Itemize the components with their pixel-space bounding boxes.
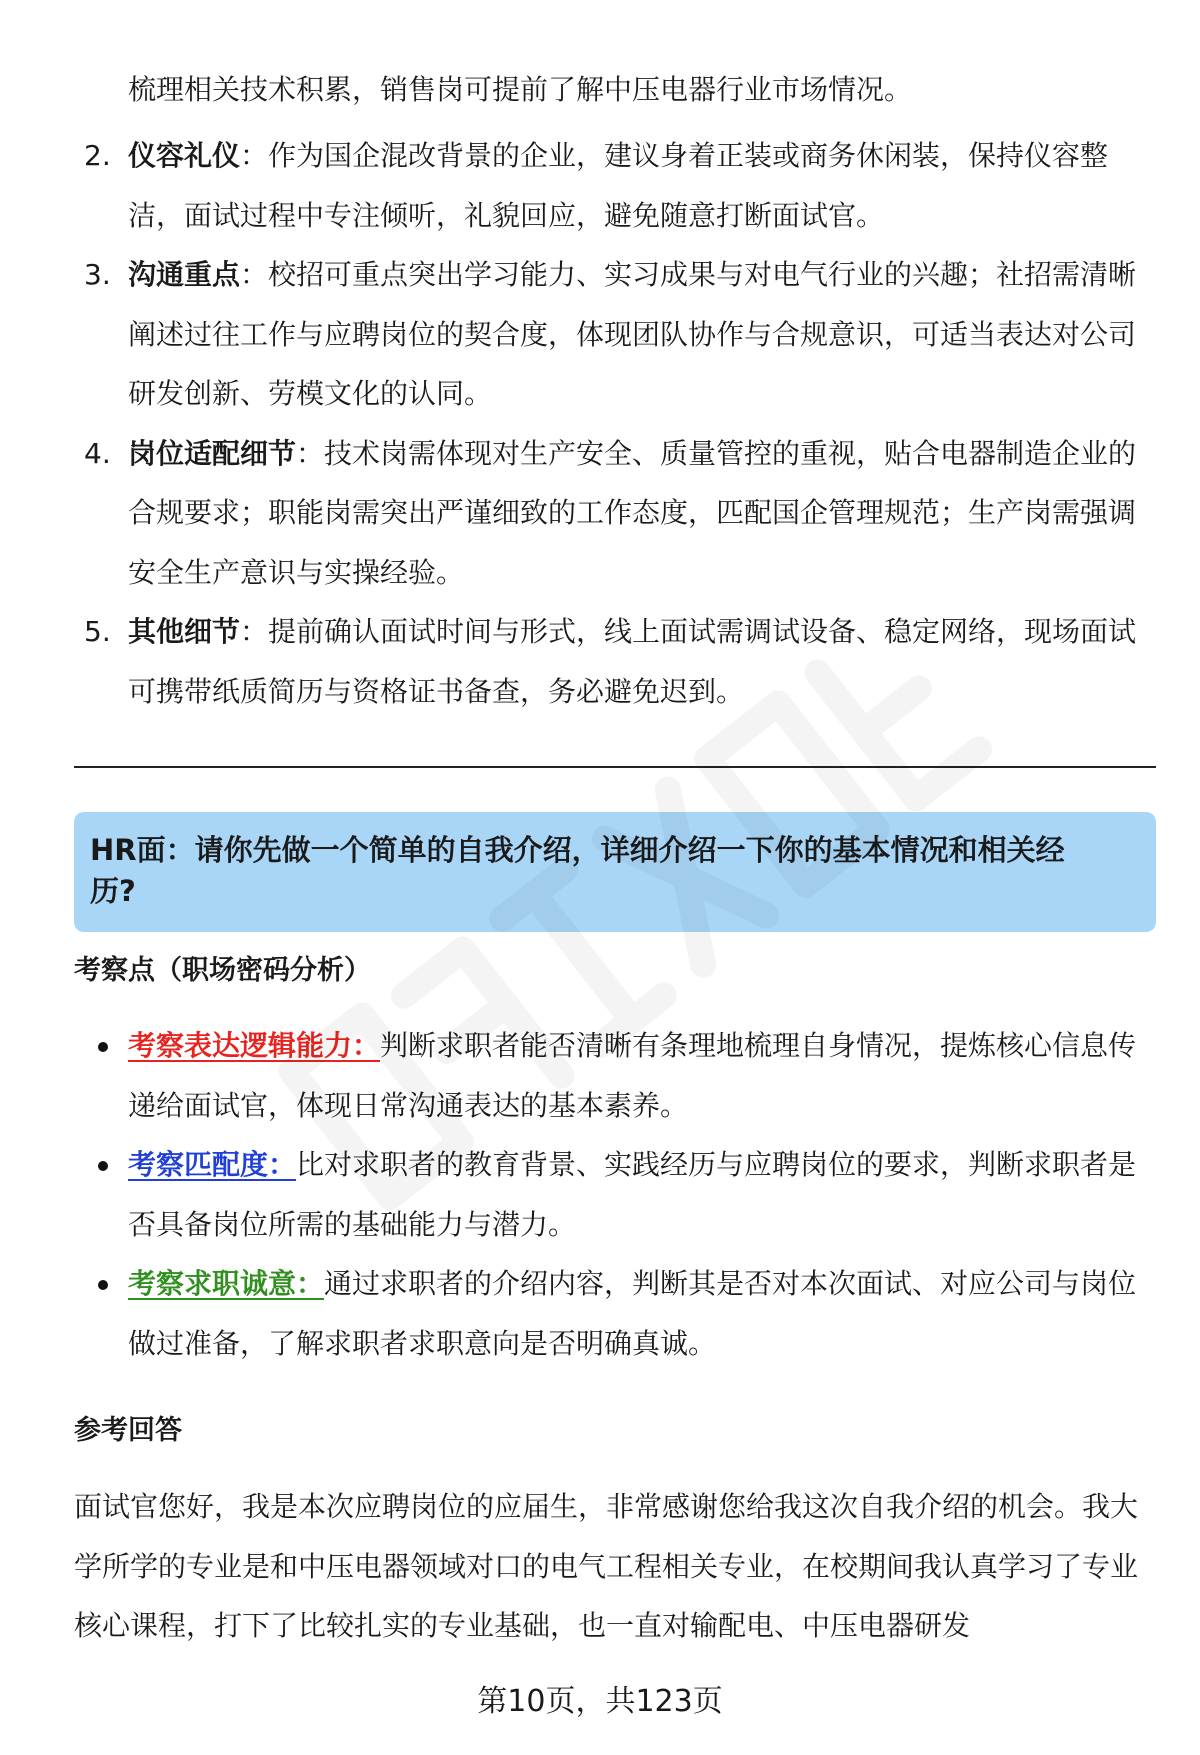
item-text: ：技术岗需体现对生产安全、质量管控的重视，贴合电器制造企业的合规要求；职能岗需突出严谨细致的工作态度，匹配国企管理规范；生产岗需强调安全生产意识与实操经验。 — [128, 436, 1137, 589]
point-keyword: 考察表达逻辑能力： — [128, 1029, 381, 1062]
item-title: 仪容礼仪 — [128, 139, 241, 172]
item-number: 4. — [84, 436, 111, 470]
list-item — [74, 126, 1144, 245]
item-number: 3. — [84, 258, 111, 291]
continued-paragraph: 梳理相关技术积累，销售岗可提前了解中压电器行业市场情况。 — [128, 73, 913, 106]
item-text: ：作为国企混改背景的企业，建议身着正装或商务休闲装，保持仪容整洁，面试过程中专注倾听，礼貌回应，避免随意打断面试官。 — [128, 139, 1109, 232]
list-item — [74, 602, 1144, 721]
question-line-1: HR面：请你先做一个简单的自我介绍，详细介绍一下你的基本情况和相关经 — [90, 833, 1065, 867]
point-keyword: 考察求职诚意： — [128, 1267, 325, 1300]
points-heading: 考察点（职场密码分析） — [74, 955, 371, 986]
list-item — [74, 1135, 1144, 1254]
point-text: 比对求职者的教育背景、实践经历与应聘岗位的要求，判断求职者是否具备岗位所需的基础能力与潜力。 — [128, 1148, 1137, 1241]
tips-list — [74, 126, 1144, 721]
point-text: 判断求职者能否清晰有条理地梳理自身情况，提炼核心信息传递给面试官，体现日常沟通表达的基本素养。 — [128, 1029, 1137, 1122]
bullet-icon — [98, 1161, 108, 1171]
item-text: ：提前确认面试时间与形式，线上面试需调试设备、稳定网络，现场面试可携带纸质简历与资格证书备查，务必避免迟到。 — [128, 615, 1137, 708]
section-divider — [74, 766, 1156, 768]
list-item — [74, 1016, 1144, 1135]
item-number: 2. — [84, 139, 111, 172]
list-item — [74, 1254, 1144, 1373]
answer-heading: 参考回答 — [74, 1415, 182, 1446]
list-item — [74, 245, 1144, 424]
point-keyword: 考察匹配度： — [128, 1148, 297, 1181]
item-title: 其他细节 — [128, 615, 241, 648]
question-line-2: 历? — [90, 874, 136, 908]
item-number: 5. — [84, 615, 111, 648]
point-text: 通过求职者的介绍内容，判断其是否对本次面试、对应公司与岗位做过准备，了解求职者求职意向是否明确真诚。 — [128, 1267, 1137, 1360]
list-item — [74, 424, 1144, 603]
item-title: 沟通重点 — [128, 258, 241, 291]
bullet-icon — [98, 1042, 108, 1052]
item-title: 岗位适配细节 — [128, 436, 297, 470]
item-text: ：校招可重点突出学习能力、实习成果与对电气行业的兴趣；社招需清晰阐述过往工作与应聘岗位的契合度，体现团队协作与合规意识，可适当表达对公司研发创新、劳模文化的认同。 — [128, 258, 1137, 410]
page-footer: 第10页，共123页 — [477, 1684, 723, 1719]
bullet-icon — [98, 1280, 108, 1290]
points-list — [74, 1016, 1144, 1373]
answer-paragraph: 面试官您好，我是本次应聘岗位的应届生，非常感谢您给我这次自我介绍的机会。我大学所学的专业是和中压电器领域对口的电气工程相关专业，在校期间我认真学习了专业核心课程，打下了比较扎实的专业基础，也一直对输配电、中压电器研发 — [74, 1490, 1139, 1642]
question-box — [74, 812, 1156, 932]
